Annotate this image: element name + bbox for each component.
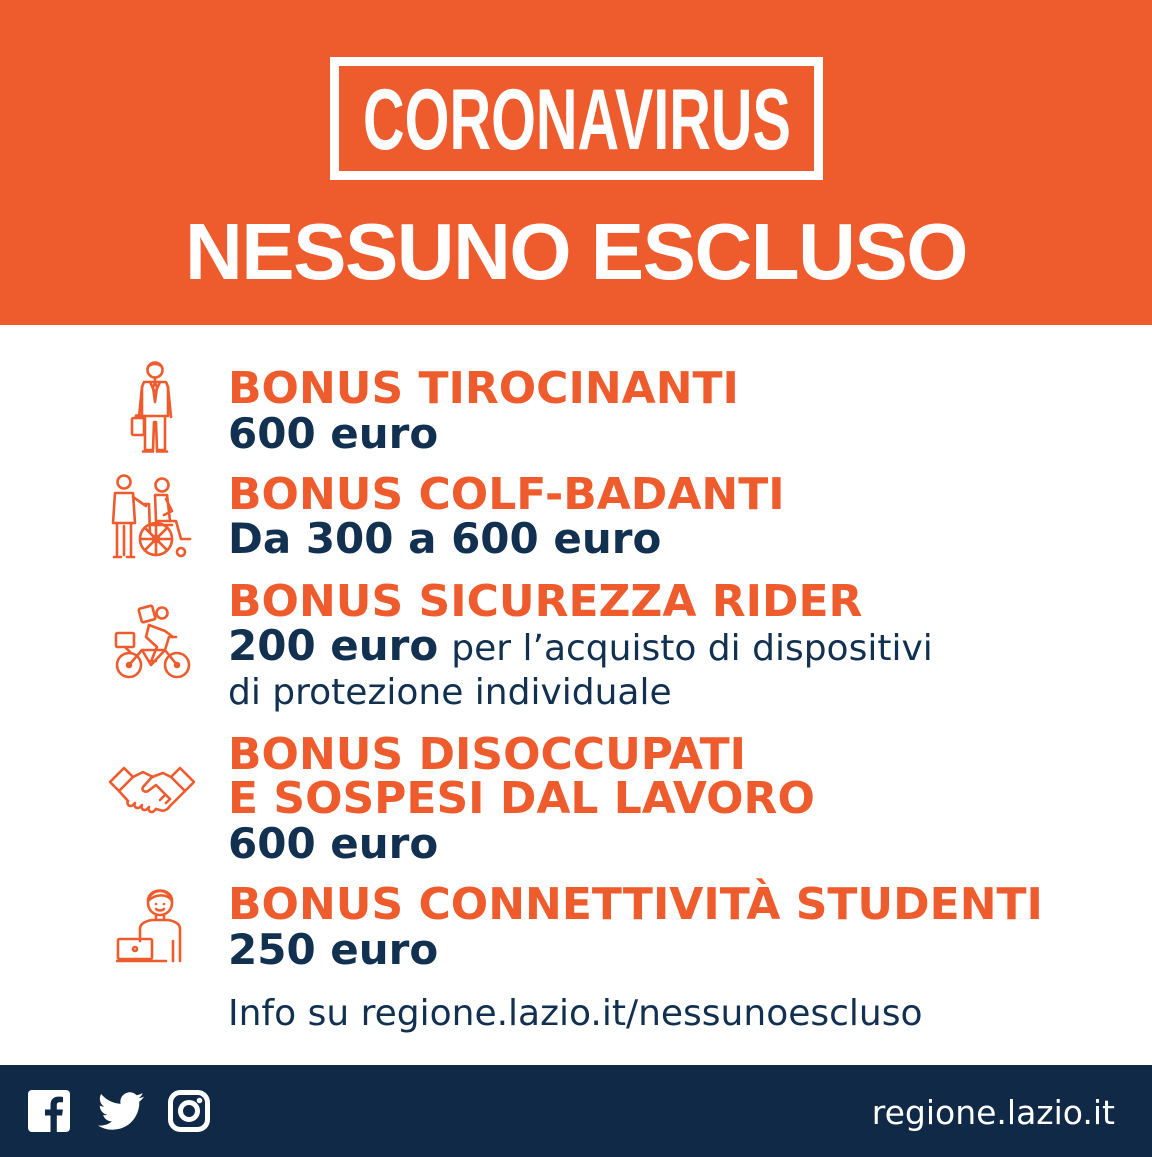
bonus-title: BONUS DISOCCUPATI (228, 729, 747, 780)
coronavirus-badge (330, 57, 823, 180)
trainee-icon (128, 360, 180, 454)
headline: NESSUNO ESCLUSO (184, 207, 968, 296)
bonus-title: BONUS COLF-BADANTI (228, 469, 785, 520)
badge-text: CORONAVIRUS (362, 72, 791, 168)
bonus-title: BONUS CONNETTIVITÀ STUDENTI (228, 879, 1043, 930)
bonus-note: per l’acquisto di dispositivi (451, 628, 933, 669)
bonus-note-line2: di protezione individuale (228, 672, 672, 713)
bonus-title-line2: E SOSPESI DAL LAVORO (228, 773, 815, 824)
bonus-amount: 600 euro (228, 819, 439, 868)
bonus-title: BONUS SICUREZZA RIDER (228, 576, 863, 627)
twitter-icon (98, 1088, 144, 1134)
instagram-icon (168, 1090, 210, 1132)
bonus-amount: Da 300 a 600 euro (228, 514, 662, 563)
caregiver-wheelchair-icon (108, 473, 196, 559)
student-laptop-icon (116, 883, 192, 965)
bonus-amount: 600 euro (228, 409, 439, 458)
delivery-rider-icon (113, 603, 193, 683)
header-banner (0, 0, 1152, 325)
info-text: Info su regione.lazio.it/nessunoescluso (228, 993, 923, 1034)
footer-bar (0, 1065, 1152, 1157)
bonus-list (0, 325, 1152, 1065)
bonus-amount: 200 euro (228, 621, 439, 670)
facebook-icon (28, 1090, 70, 1132)
bonus-title: BONUS TIROCINANTI (228, 363, 739, 414)
bonus-amount-line (228, 621, 933, 670)
site-url: regione.lazio.it (871, 1093, 1115, 1132)
bonus-amount: 250 euro (228, 925, 439, 974)
handshake-icon (108, 756, 196, 828)
